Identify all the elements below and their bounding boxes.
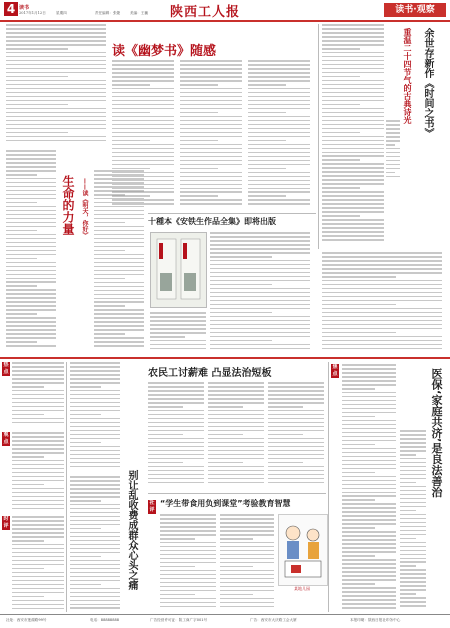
page-label: 读书	[19, 5, 30, 11]
shidian-body	[12, 516, 64, 612]
page-header	[0, 0, 450, 20]
issue-date: 2017年1月12日	[19, 11, 46, 15]
sidebar-tag-shedian: 观点	[3, 432, 9, 445]
sidebar-tag-redian: 热点	[3, 362, 9, 375]
page-number: 4	[4, 2, 18, 16]
mingxing-body-col1	[210, 232, 310, 352]
footer	[0, 616, 450, 628]
shengming-body-right	[94, 170, 144, 350]
shengming-subheadline: ——读《明天，你好》	[81, 178, 88, 238]
footer-printer: 本报印刷：陕西日报社印务中心	[350, 618, 401, 622]
yibao-headline: 医保‘家庭共济’是良法善治	[430, 368, 443, 498]
book-cover-image	[150, 232, 207, 308]
nongmin-headline: 农民工讨薪难 凸显法治短板	[148, 368, 272, 379]
divider-bieyuan	[66, 362, 67, 612]
xuesheng-body-col2	[220, 514, 274, 612]
footer-address: 社址：西安市莲湖路99号	[6, 618, 47, 622]
footer-phone: 电话：88888888	[90, 618, 120, 622]
issue-weekday: 星期四	[56, 11, 67, 15]
pinwei-headline: 余世存新作《时间之书》	[422, 28, 433, 138]
xuesheng-top-rule	[148, 493, 326, 494]
sidebar-tag-shidian: 时评	[3, 516, 9, 529]
shengming-body-left	[6, 150, 56, 350]
sidebar-tag-shequ: 社评	[149, 500, 155, 513]
mingxing-headline: 十種本《安铁生作品全集》即将出版	[148, 217, 276, 226]
youmeng-body-col2	[180, 60, 242, 210]
cartoon-illustration	[278, 514, 328, 586]
shedian-body	[12, 432, 64, 512]
footer-ad: 广告：西安市大庆路工会大厦	[250, 618, 297, 622]
sidebar-tag-jiaodian: 焦点	[332, 364, 338, 377]
pinwei-body-col2	[386, 120, 400, 248]
bieyuan-body-bottom	[70, 476, 120, 612]
xuesheng-headline: “学生带食用负到课堂”考验教育智慧	[160, 499, 291, 508]
yibao-body-col2	[400, 430, 426, 612]
pinwei-subheadline: 重温二十四节气的古典诗光	[403, 28, 412, 124]
footer-license: 广告经营许可证：陕工商广字001号	[150, 618, 208, 622]
mingxing-top-rule	[148, 213, 316, 214]
editor-credit: 责任编辑：张婕	[95, 11, 121, 15]
lower-section-rule	[0, 357, 450, 359]
youmeng-headline: 读《幽梦书》随感	[112, 44, 217, 59]
divider-yibao	[328, 362, 329, 612]
design-credit: 美编：王巍	[130, 11, 148, 15]
bieyuan-headline: 别让乱收费成群众心头之痛	[126, 470, 137, 590]
section-title: 读书·观察	[384, 3, 446, 17]
article-body-left-top	[6, 24, 106, 142]
cartoon-caption: 某地儿园	[294, 586, 310, 591]
nongmin-body-col2	[208, 382, 264, 490]
shengming-headline: 生命的力量	[61, 175, 75, 235]
mingxing-body-col3	[150, 312, 206, 352]
header-rule	[0, 20, 450, 22]
nongmin-body-col3	[268, 382, 324, 490]
youmeng-body-col3	[248, 60, 310, 210]
bieyuan-body-top	[70, 362, 120, 472]
footer-rule	[0, 614, 450, 615]
yibao-body-col1	[342, 364, 396, 612]
redian-body	[12, 362, 64, 428]
nongmin-body-col1	[148, 382, 204, 490]
masthead-logo: 陕西工人报	[170, 5, 241, 20]
mingxing-body-col2	[322, 252, 442, 352]
xuesheng-body-col1	[160, 514, 216, 612]
